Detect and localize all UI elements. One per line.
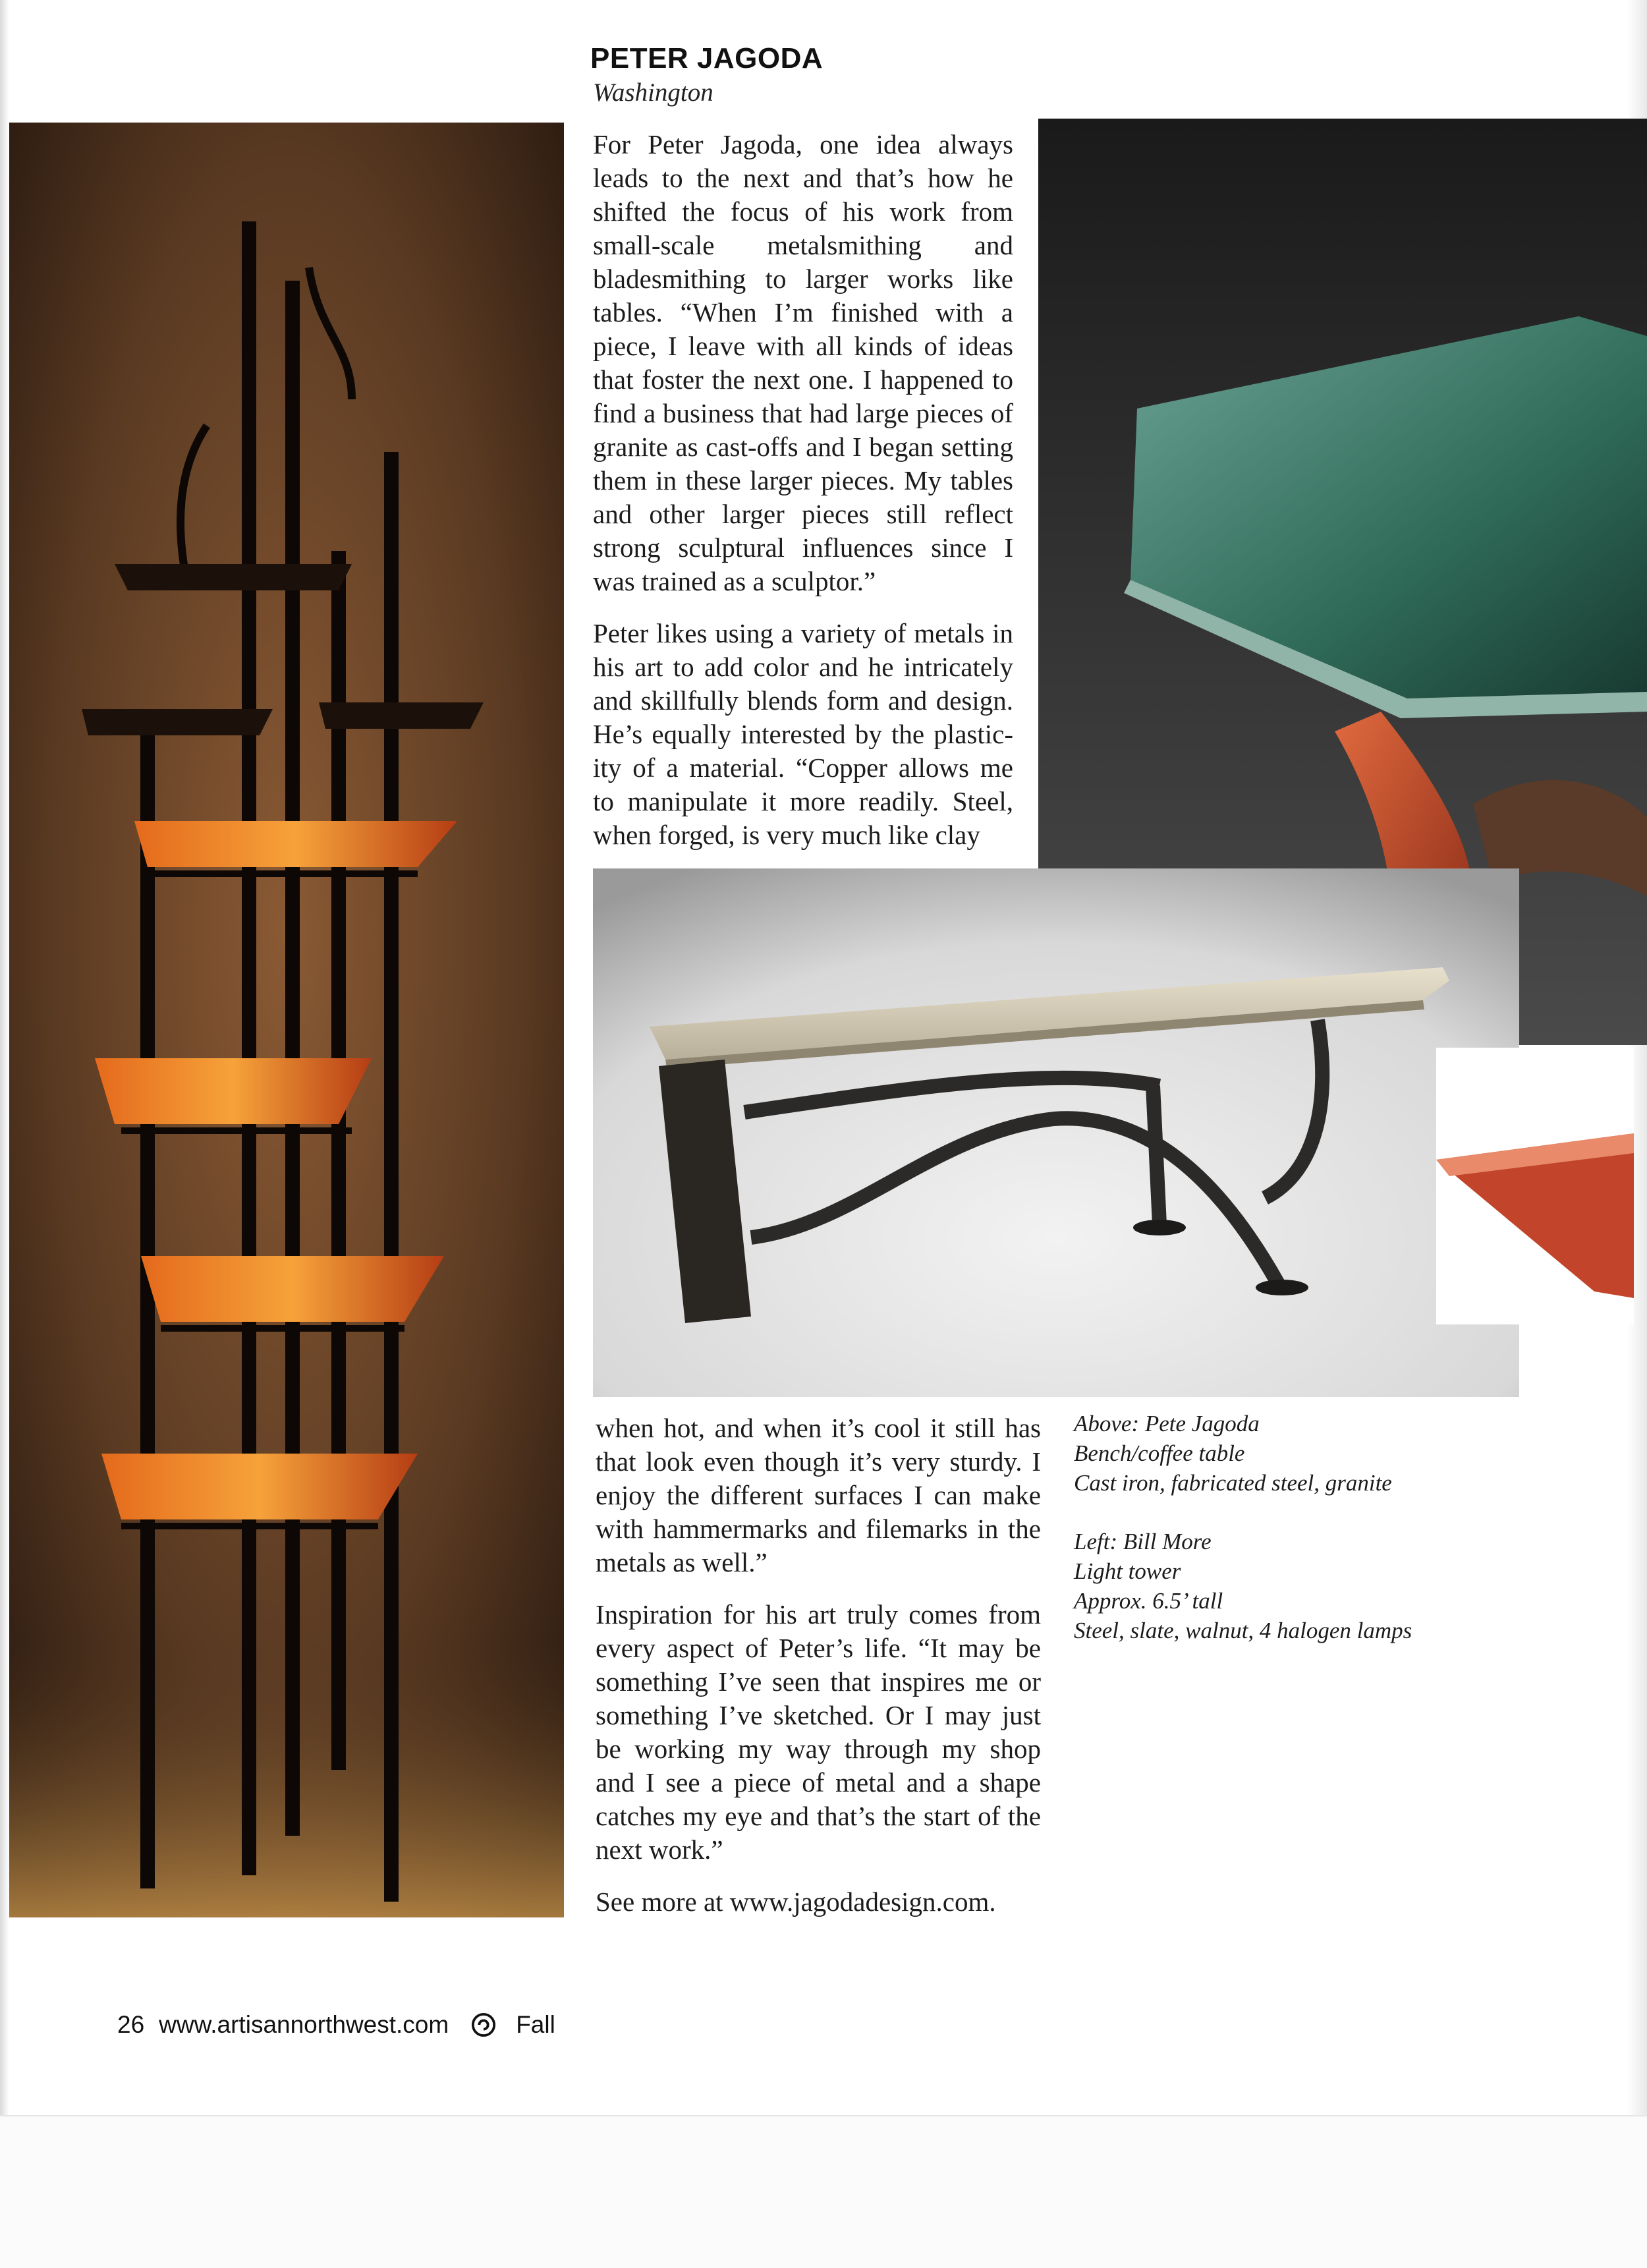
caption-left <box>1074 1527 1535 1645</box>
caption-line: Left: Bill More <box>1074 1529 1212 1554</box>
bench-coffee-table-photo <box>593 868 1519 1397</box>
scan-left-edge <box>0 0 9 2267</box>
caption-line: Bench/coffee table <box>1074 1440 1245 1466</box>
paragraph: Peter likes using a variety of metals in his art to add color and he intricately and skillfully blends form and design. He’s equally interested by the plastic-ity of a material. “Copper allows me to manipulate it more readily. Steel, when forged, is very much like clay <box>593 618 1013 850</box>
caption-line: Above: Pete Jagoda <box>1074 1411 1260 1436</box>
article-text-bottom <box>596 1411 1041 1919</box>
paragraph: For Peter Jagoda, one idea always leads to the next and that’s how he shifted the focus of his work from small-scale metalsmithing and bladesmithing to larger works like tables. “When I’m finished with a piece, I leave with all kinds of ideas that foster the next one. I happened to find a business that had large pieces of granite as cast-offs and I began setting them in these larger pieces. My tables and other larger pieces still reflect strong sculptural influences since I was trained as a sculptor.” <box>593 129 1013 596</box>
author-location: Washington <box>593 78 713 107</box>
page-footer <box>117 2011 555 2039</box>
caption-above <box>1074 1409 1535 1498</box>
caption-line: Approx. 6.5’ tall <box>1074 1588 1223 1614</box>
page-number: 26 <box>117 2011 145 2038</box>
article-text-top <box>593 128 1013 852</box>
author-name-heading: PETER JAGODA <box>590 42 824 74</box>
paragraph: Inspiration for his art truly comes from every aspect of Peter’s life. “It may be something I’ve seen that inspires me or something I’ve sketched. Or I may just be working my way through my shop and I see a piece of metal and a shape catches my eye and that’s the start of the next work.” <box>596 1599 1041 1865</box>
footer-season: Fall <box>516 2011 555 2038</box>
footer-website: www.artisannorthwest.com <box>159 2011 449 2038</box>
photo-captions <box>1074 1409 1535 1674</box>
website-reference: See more at www.jagodadesign.com. <box>596 1886 996 1917</box>
caption-line: Light tower <box>1074 1558 1181 1584</box>
red-table-corner-photo <box>1436 1048 1634 1324</box>
light-tower-photo <box>9 123 564 1917</box>
scan-bottom-margin <box>0 2115 1647 2268</box>
caption-line: Steel, slate, walnut, 4 halogen lamps <box>1074 1618 1412 1643</box>
swirl-icon <box>471 2012 496 2037</box>
caption-line: Cast iron, fabricated steel, granite <box>1074 1470 1392 1496</box>
paragraph: when hot, and when it’s cool it still has that look even though it’s very sturdy. I enjoy the different surfaces I can make with hammermarks and filemarks in the metals as well.” <box>596 1413 1041 1577</box>
